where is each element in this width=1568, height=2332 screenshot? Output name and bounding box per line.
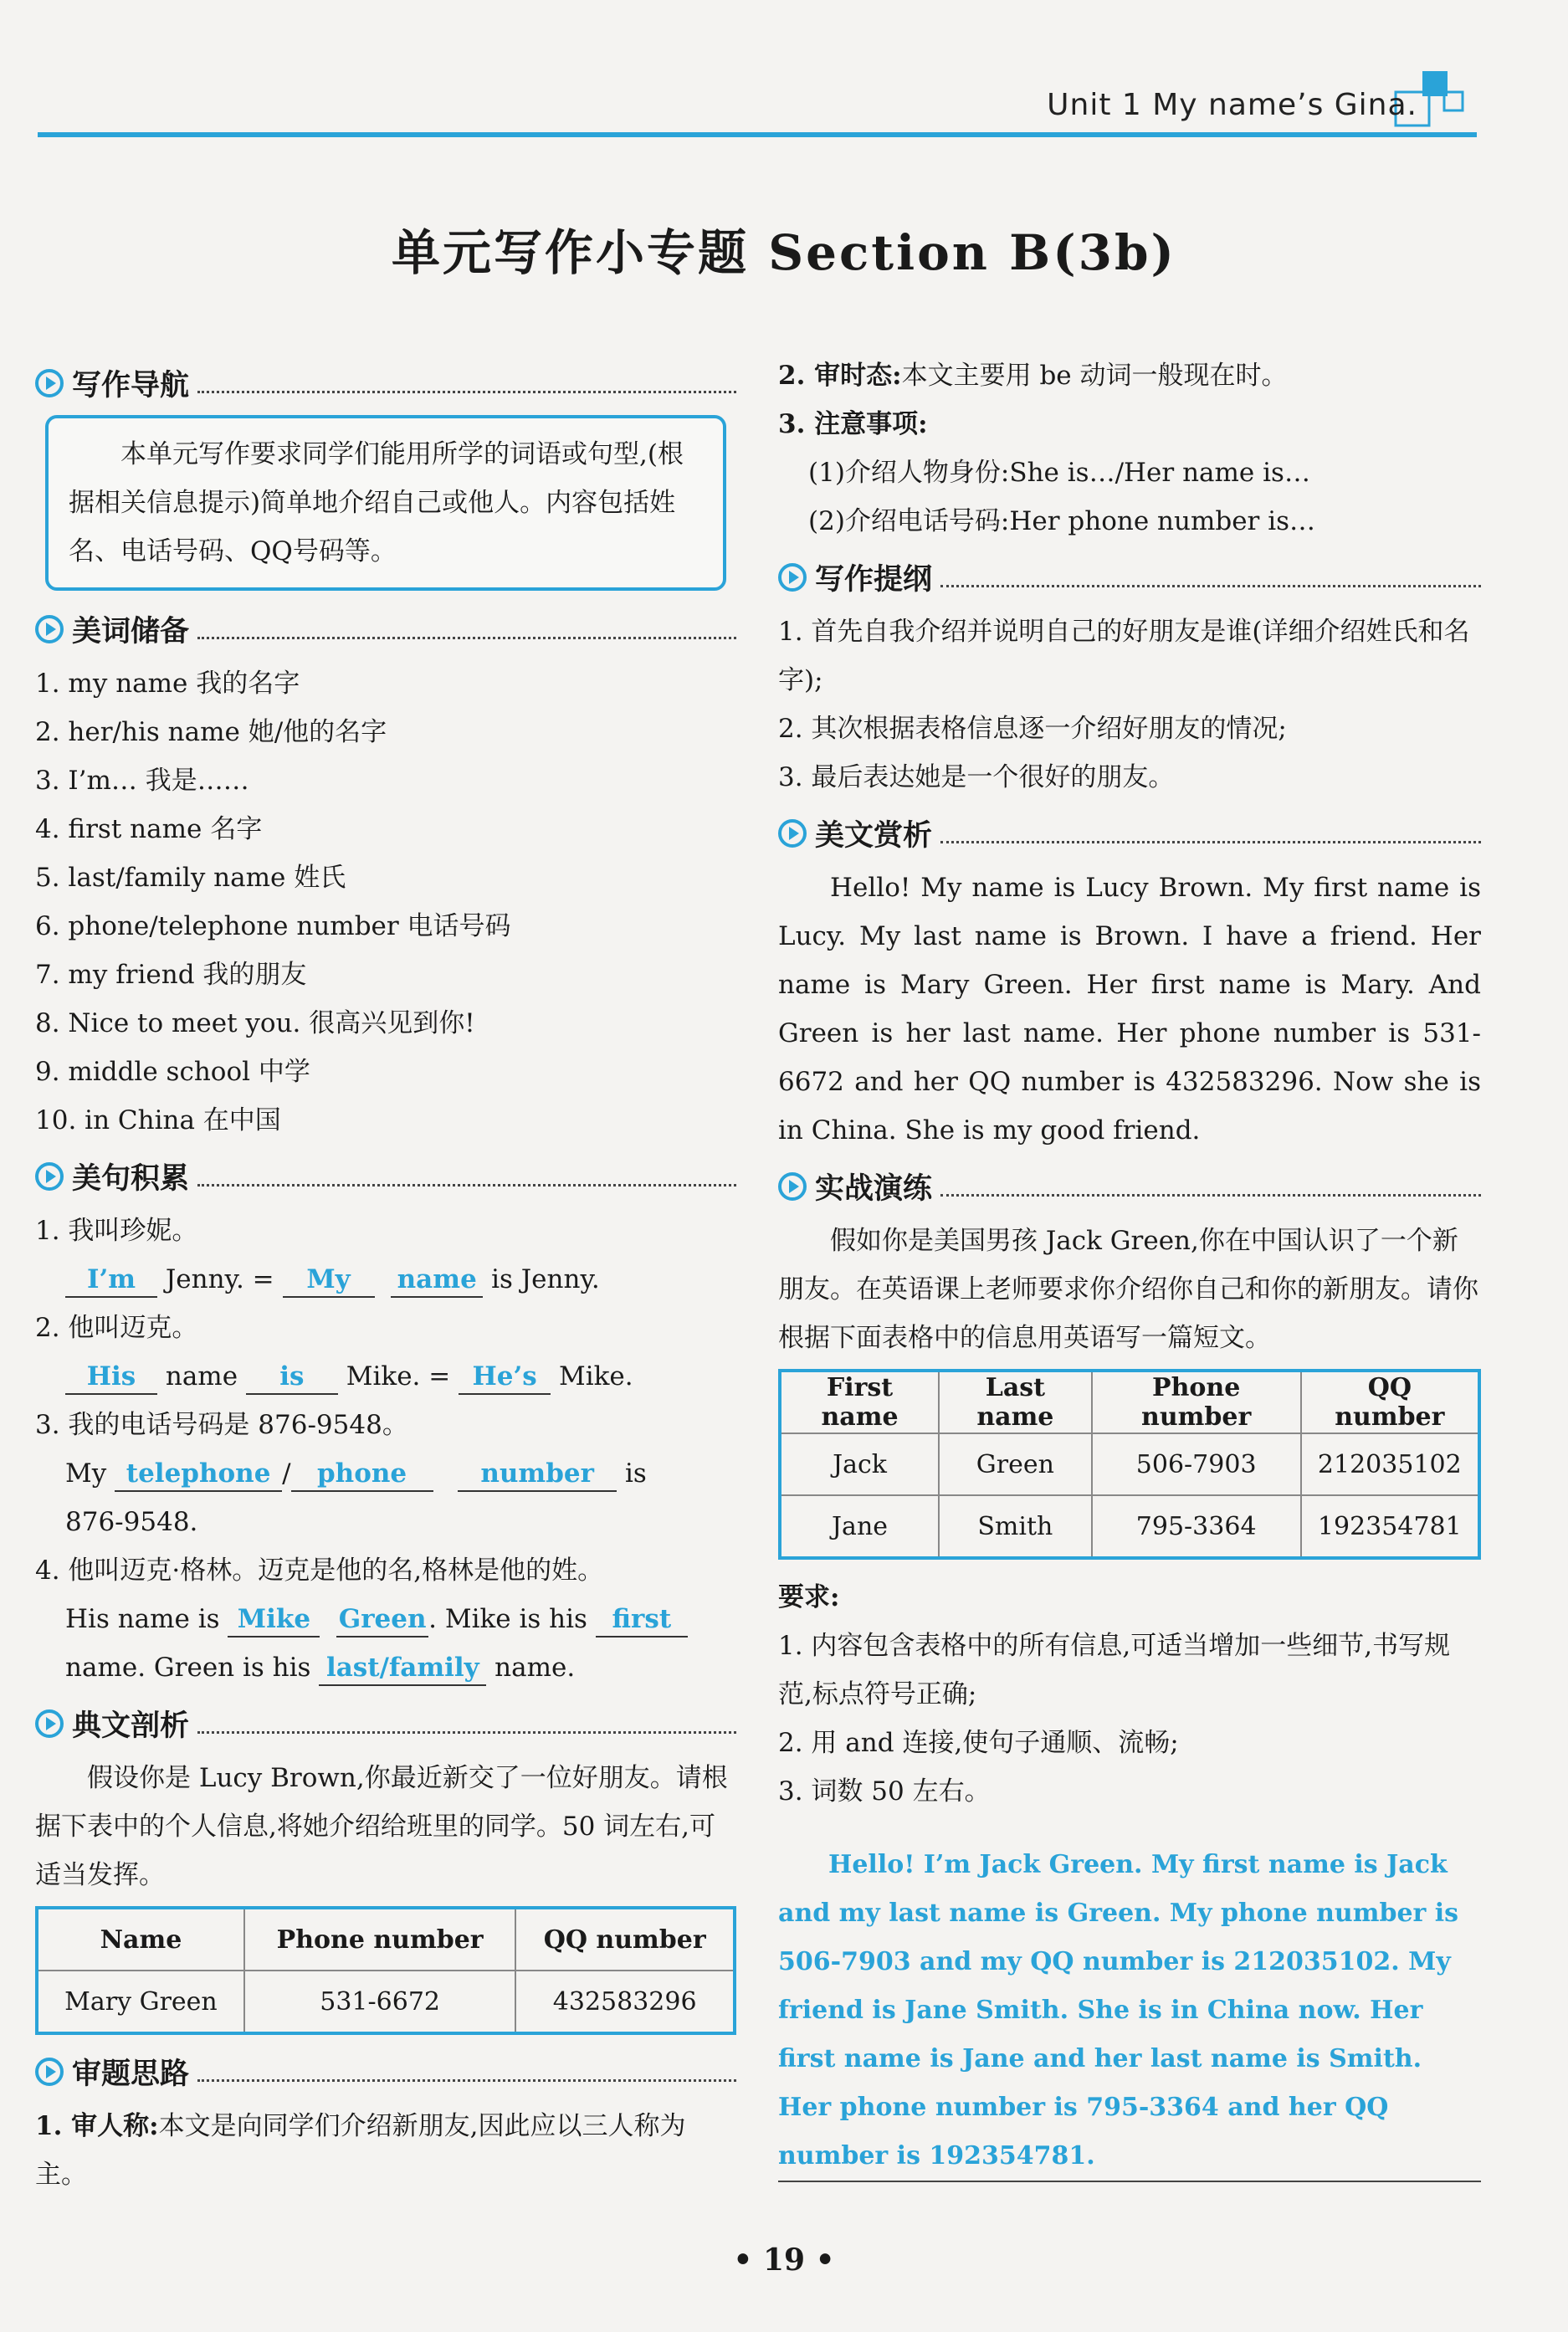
sentence-text: name. Green is his	[65, 1653, 320, 1683]
section-heading: 审题思路	[72, 2058, 190, 2091]
vocab-item: 9. middle school 中学	[35, 1057, 310, 1087]
sentence-text: is	[617, 1458, 647, 1489]
table-header: First name	[780, 1371, 939, 1433]
answer-blank: last/family	[319, 1651, 486, 1686]
item-label: 3. 注意事项:	[778, 409, 928, 439]
left-column	[35, 351, 736, 2199]
section-heading: 典文剖析	[72, 1709, 190, 1743]
sentence-text: is Jenny.	[483, 1264, 600, 1294]
dotted-leader	[197, 1167, 736, 1187]
table-cell: 192354781	[1301, 1495, 1479, 1558]
separator: /	[282, 1458, 291, 1489]
item-label: 2. 审时态:	[778, 361, 902, 391]
dotted-leader	[197, 374, 736, 393]
table-row	[780, 1495, 1479, 1558]
requirements-label: 要求:	[778, 1582, 840, 1612]
answer-blank: is	[246, 1360, 338, 1395]
page-number: • 19 •	[733, 2242, 835, 2278]
section-model	[35, 1700, 736, 1747]
answer-blank: name	[391, 1263, 483, 1298]
section-analysis	[35, 2048, 736, 2095]
section-heading: 美句积累	[72, 1162, 190, 1196]
table-header: QQ number	[515, 1908, 735, 1971]
page-title: 单元写作小专题 Section B(3b)	[392, 224, 1176, 281]
model-prompt: 假设你是 Lucy Brown,你最近新交了一位好朋友。请根据下表中的个人信息,将她介绍给班里的同学。50 词左右,可适当发挥。	[35, 1763, 728, 1890]
sentence-answer-line	[35, 1449, 736, 1498]
practice-info-table	[778, 1369, 1481, 1560]
requirement-item: 1. 内容包含表格中的所有信息,可适当增加一些细节,书写规范,标点符号正确;	[778, 1631, 1451, 1709]
dotted-leader	[197, 620, 736, 639]
table-cell: 795-3364	[1092, 1495, 1301, 1558]
sentence-text: . Mike is his	[428, 1604, 596, 1634]
section-vocab	[35, 606, 736, 653]
answer-blank: number	[458, 1457, 617, 1492]
section-heading: 写作导航	[72, 369, 190, 402]
table-row	[780, 1433, 1479, 1495]
table-cell: Smith	[939, 1495, 1092, 1558]
dotted-leader	[940, 824, 1481, 843]
requirement-item: 2. 用 and 连接,使句子通顺、流畅;	[778, 1728, 1179, 1758]
sentence-text: 876-9548.	[65, 1507, 198, 1537]
header-rule	[38, 132, 1477, 137]
analysis-subitem: (1)介绍人物身份:She is…/Her name is…	[808, 458, 1310, 488]
table-header: Phone number	[244, 1908, 515, 1971]
sentence-answer-line	[35, 1595, 736, 1643]
table-cell: Green	[939, 1433, 1092, 1495]
item-label: 1. 审人称:	[35, 2111, 159, 2141]
triangle-bullet-icon	[778, 1172, 807, 1201]
sentence-text: Mike. =	[337, 1361, 459, 1392]
analysis-item	[35, 2102, 736, 2199]
vocab-item: 10. in China 在中国	[35, 1105, 281, 1135]
table-header: Last name	[939, 1371, 1092, 1433]
section-writing-guide	[35, 360, 736, 407]
vocab-item: 6. phone/telephone number 电话号码	[35, 911, 511, 941]
practice-prompt: 假如你是美国男孩 Jack Green,你在中国认识了一个新朋友。在英语课上老师要求你介绍你自己和你的新朋友。请你根据下面表格中的信息用英语写一篇短文。	[778, 1226, 1478, 1353]
table-header: Phone number	[1092, 1371, 1301, 1433]
table-header-row	[780, 1371, 1479, 1433]
dotted-leader	[197, 2063, 736, 2082]
sentence-text: Mike.	[551, 1361, 633, 1392]
table-cell: Jack	[780, 1433, 939, 1495]
right-column	[778, 351, 1481, 2207]
vocab-item: 4. first name 名字	[35, 814, 263, 844]
answer-blank: He’s	[459, 1360, 551, 1395]
answer-blank: Mike	[228, 1602, 320, 1638]
triangle-bullet-icon	[35, 1162, 64, 1191]
unit-header: Unit 1 My name’s Gina.	[1047, 88, 1417, 122]
sentence-prompt: 2. 他叫迈克。	[35, 1313, 198, 1343]
table-row	[37, 1971, 735, 2033]
vocab-item: 7. my friend 我的朋友	[35, 960, 307, 990]
section-heading: 美词储备	[72, 615, 190, 648]
requirement-item: 3. 词数 50 左右。	[778, 1776, 991, 1807]
sentence-prompt: 3. 我的电话号码是 876-9548。	[35, 1410, 408, 1440]
section-appreciation	[778, 810, 1481, 857]
outline-item: 2. 其次根据表格信息逐一介绍好朋友的情况;	[778, 714, 1287, 744]
vocab-item: 8. Nice to meet you. 很高兴见到你!	[35, 1008, 475, 1038]
item-text: 本文是向同学们介绍新朋友,因此应以三人称为主。	[35, 2111, 686, 2190]
sentence-text: My	[65, 1458, 115, 1489]
table-cell: 506-7903	[1092, 1433, 1301, 1495]
section-heading: 实战演练	[815, 1172, 933, 1206]
triangle-bullet-icon	[778, 563, 807, 592]
table-cell: 212035102	[1301, 1433, 1479, 1495]
model-info-table	[35, 1906, 736, 2035]
section-heading: 写作提纲	[815, 563, 933, 597]
triangle-bullet-icon	[35, 369, 64, 397]
sentence-answer-line	[35, 1352, 736, 1401]
table-cell: 531-6672	[244, 1971, 515, 2033]
sentence-text: name.	[486, 1653, 576, 1683]
table-cell: Mary Green	[37, 1971, 244, 2033]
vocab-item: 3. I’m… 我是……	[35, 766, 249, 796]
triangle-bullet-icon	[35, 1709, 64, 1738]
answer-blank: first	[596, 1602, 688, 1638]
answer-essay: Hello! I’m Jack Green. My first name is Jack and my last name is Green. My phone number is 506-7903 and my QQ number is 212035102. My friend is Jane Smith. She is in China now. Her first name is Jane and her last name is Smith. Her phone number is 795-3364 and her QQ number is 192354781.	[778, 1841, 1481, 2182]
section-heading: 美文赏析	[815, 819, 933, 853]
table-cell: Jane	[780, 1495, 939, 1558]
vocab-item: 1. my name 我的名字	[35, 669, 300, 699]
sentence-text: Jenny. =	[157, 1264, 283, 1294]
answer-blank: I’m	[65, 1263, 157, 1298]
section-outline	[778, 554, 1481, 601]
answer-blank: My	[283, 1263, 375, 1298]
answer-blank: phone	[291, 1457, 433, 1492]
item-text: 本文主要用 be 动词一般现在时。	[901, 361, 1288, 391]
sentence-answer-line	[35, 1643, 736, 1692]
outline-item: 3. 最后表达她是一个很好的朋友。	[778, 762, 1175, 792]
triangle-bullet-icon	[35, 2058, 64, 2086]
dotted-leader	[940, 568, 1481, 587]
table-header: QQ number	[1301, 1371, 1479, 1433]
section-practice	[778, 1163, 1481, 1210]
table-header-row	[37, 1908, 735, 1971]
dotted-leader	[940, 1177, 1481, 1197]
table-header: Name	[37, 1908, 244, 1971]
analysis-subitem: (2)介绍电话号码:Her phone number is…	[808, 506, 1316, 536]
sentence-answer-line	[35, 1255, 736, 1304]
sentence-text: name	[157, 1361, 246, 1392]
outline-item: 1. 首先自我介绍并说明自己的好朋友是谁(详细介绍姓氏和名字);	[778, 617, 1470, 695]
triangle-bullet-icon	[778, 819, 807, 848]
sentence-text: His name is	[65, 1604, 228, 1634]
answer-blank: telephone	[115, 1457, 282, 1492]
dotted-leader	[197, 1714, 736, 1734]
sample-essay: Hello! My name is Lucy Brown. My first name is Lucy. My last name is Brown. I have a friend. Her name is Mary Green. Her first name is Mary. And Green is her last name. Her phone number is 531-6672 and her QQ number is 432583296. Now she is in China. She is my good friend.	[778, 873, 1481, 1145]
analysis-item	[778, 351, 1481, 400]
guide-box: 本单元写作要求同学们能用所学的词语或句型,(根据相关信息提示)简单地介绍自己或他人。内容包括姓名、电话号码、QQ号码等。	[45, 415, 726, 591]
triangle-bullet-icon	[35, 615, 64, 643]
answer-blank: His	[65, 1360, 157, 1395]
answer-blank: Green	[336, 1602, 428, 1638]
sentence-prompt: 1. 我叫珍妮。	[35, 1216, 198, 1246]
table-cell: 432583296	[515, 1971, 735, 2033]
sentence-prompt: 4. 他叫迈克·格林。迈克是他的名,格林是他的姓。	[35, 1556, 604, 1586]
vocab-item: 5. last/family name 姓氏	[35, 863, 346, 893]
vocab-item: 2. her/his name 她/他的名字	[35, 717, 387, 747]
section-sentences	[35, 1153, 736, 1200]
